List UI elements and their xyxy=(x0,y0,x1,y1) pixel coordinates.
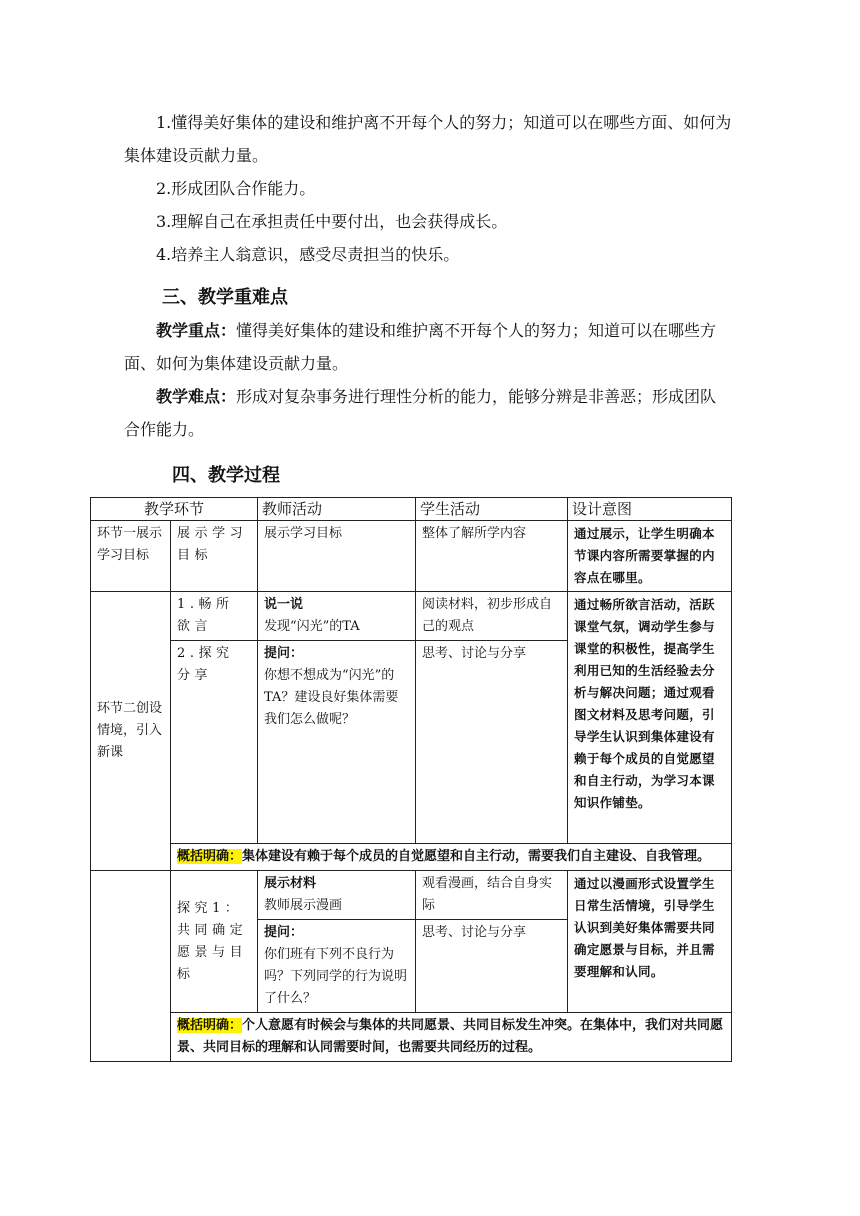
stage-3-sub: 探究1：共同确定愿景与目标 xyxy=(171,871,258,1013)
table-row-stage-2-summary xyxy=(91,844,732,871)
stage-2-teacher-1-title: 说一说 xyxy=(264,597,304,612)
goal-1: 1.懂得美好集体的建设和维护离不开每个人的努力；知道可以在哪些方面、如何为集体建设贡献力量。 xyxy=(124,113,732,165)
table-row-stage-1 xyxy=(91,521,732,592)
header-design: 设计意图 xyxy=(568,498,732,521)
stage-2-student-2: 思考、讨论与分享 xyxy=(416,641,568,844)
stage-3-teacher-2-title: 提问： xyxy=(264,925,304,940)
goal-2: 2.形成团队合作能力。 xyxy=(156,179,316,198)
stage-1-design: 通过展示，让学生明确本节课内容所需要掌握的内容点在哪里。 xyxy=(568,521,732,592)
key-point-label: 教学重点： xyxy=(156,321,237,340)
goal-3: 3.理解自己在承担责任中要付出，也会获得成长。 xyxy=(156,212,508,231)
stage-3-summary-text: 个人意愿有时候会与集体的共同愿景、共同目标发生冲突。在集体中，我们对共同愿景、共同目标的理解和认同需要时间，也需要共同经历的过程。 xyxy=(177,1018,724,1055)
header-stage: 教学环节 xyxy=(91,498,258,521)
difficulty-label: 教学难点： xyxy=(156,387,237,406)
section-4-title: 四、教学过程 xyxy=(172,465,280,486)
stage-3-label xyxy=(91,871,171,1062)
table-header-row xyxy=(91,498,732,521)
stage-3-teacher-1-text: 教师展示漫画 xyxy=(264,898,343,913)
stage-3-design: 通过以漫画形式设置学生日常生活情境，引导学生认识到美好集体需要共同确定愿景与目标，并且需要理解和认同。 xyxy=(568,871,732,1013)
stage-3-teacher-2 xyxy=(258,920,416,1013)
goal-4: 4.培养主人翁意识，感受尽责担当的快乐。 xyxy=(156,245,460,264)
stage-1-label: 环节一展示学习目标 xyxy=(91,521,171,592)
stage-3-teacher-1 xyxy=(258,871,416,920)
table-row-stage-2a xyxy=(91,592,732,641)
stage-3-teacher-2-text: 你们班有下列不良行为吗？下列同学的行为说明了什么？ xyxy=(264,947,408,1006)
teaching-process-table xyxy=(90,497,732,1062)
stage-3-student-2: 思考、讨论与分享 xyxy=(416,920,568,1013)
stage-2-design: 通过畅所欲言活动，活跃课堂气氛，调动学生参与课堂的积极性，提高学生利用已知的生活经验去分析与解决问题；通过观看图文材料及思考问题，引导学生认识到集体建设有赖于每个成员的自觉愿望和自主行动，为学习本课知识作铺垫。 xyxy=(568,592,732,844)
stage-3-student-1: 观看漫画，结合自身实际 xyxy=(416,871,568,920)
stage-2-sub-2: 2.探究分享 xyxy=(171,641,258,844)
key-point-text: 懂得美好集体的建设和维护离不开每个人的努力；知道可以在哪些方面、如何为集体建设贡献力量。 xyxy=(124,321,717,373)
stage-2-label: 环节二创设情境，引入新课 xyxy=(91,592,171,871)
table-row-stage-3-summary xyxy=(91,1013,732,1062)
header-student: 学生活动 xyxy=(416,498,568,521)
stage-2-teacher-2-title: 提问： xyxy=(264,646,304,661)
stage-2-summary xyxy=(171,844,732,871)
stage-1-sub: 展示学习目标 xyxy=(171,521,258,592)
difficulty-text: 形成对复杂事务进行理性分析的能力，能够分辨是非善恶；形成团队合作能力。 xyxy=(124,387,717,439)
stage-2-teacher-2 xyxy=(258,641,416,844)
section-3-title: 三、教学重难点 xyxy=(162,287,288,308)
stage-2-teacher-1 xyxy=(258,592,416,641)
stage-1-student: 整体了解所学内容 xyxy=(416,521,568,592)
stage-2-summary-text: 集体建设有赖于每个成员的自觉愿望和自主行动，需要我们自主建设、自我管理。 xyxy=(242,849,711,864)
stage-2-summary-label: 概括明确： xyxy=(177,849,243,864)
stage-2-student-1: 阅读材料，初步形成自己的观点 xyxy=(416,592,568,641)
stage-2-teacher-2-text: 你想不想成为“闪光”的TA？建设良好集体需要我们怎么做呢？ xyxy=(264,668,399,727)
stage-3-teacher-1-title: 展示材料 xyxy=(264,876,317,891)
stage-2-teacher-1-text: 发现“闪光”的TA xyxy=(264,619,360,634)
stage-3-summary-label: 概括明确： xyxy=(177,1018,243,1033)
stage-1-teacher: 展示学习目标 xyxy=(258,521,416,592)
table-row-stage-3a xyxy=(91,871,732,920)
stage-3-summary xyxy=(171,1013,732,1062)
header-teacher: 教师活动 xyxy=(258,498,416,521)
difficulty xyxy=(124,380,732,446)
key-point xyxy=(124,314,732,380)
stage-2-sub-1: 1.畅所欲言 xyxy=(171,592,258,641)
